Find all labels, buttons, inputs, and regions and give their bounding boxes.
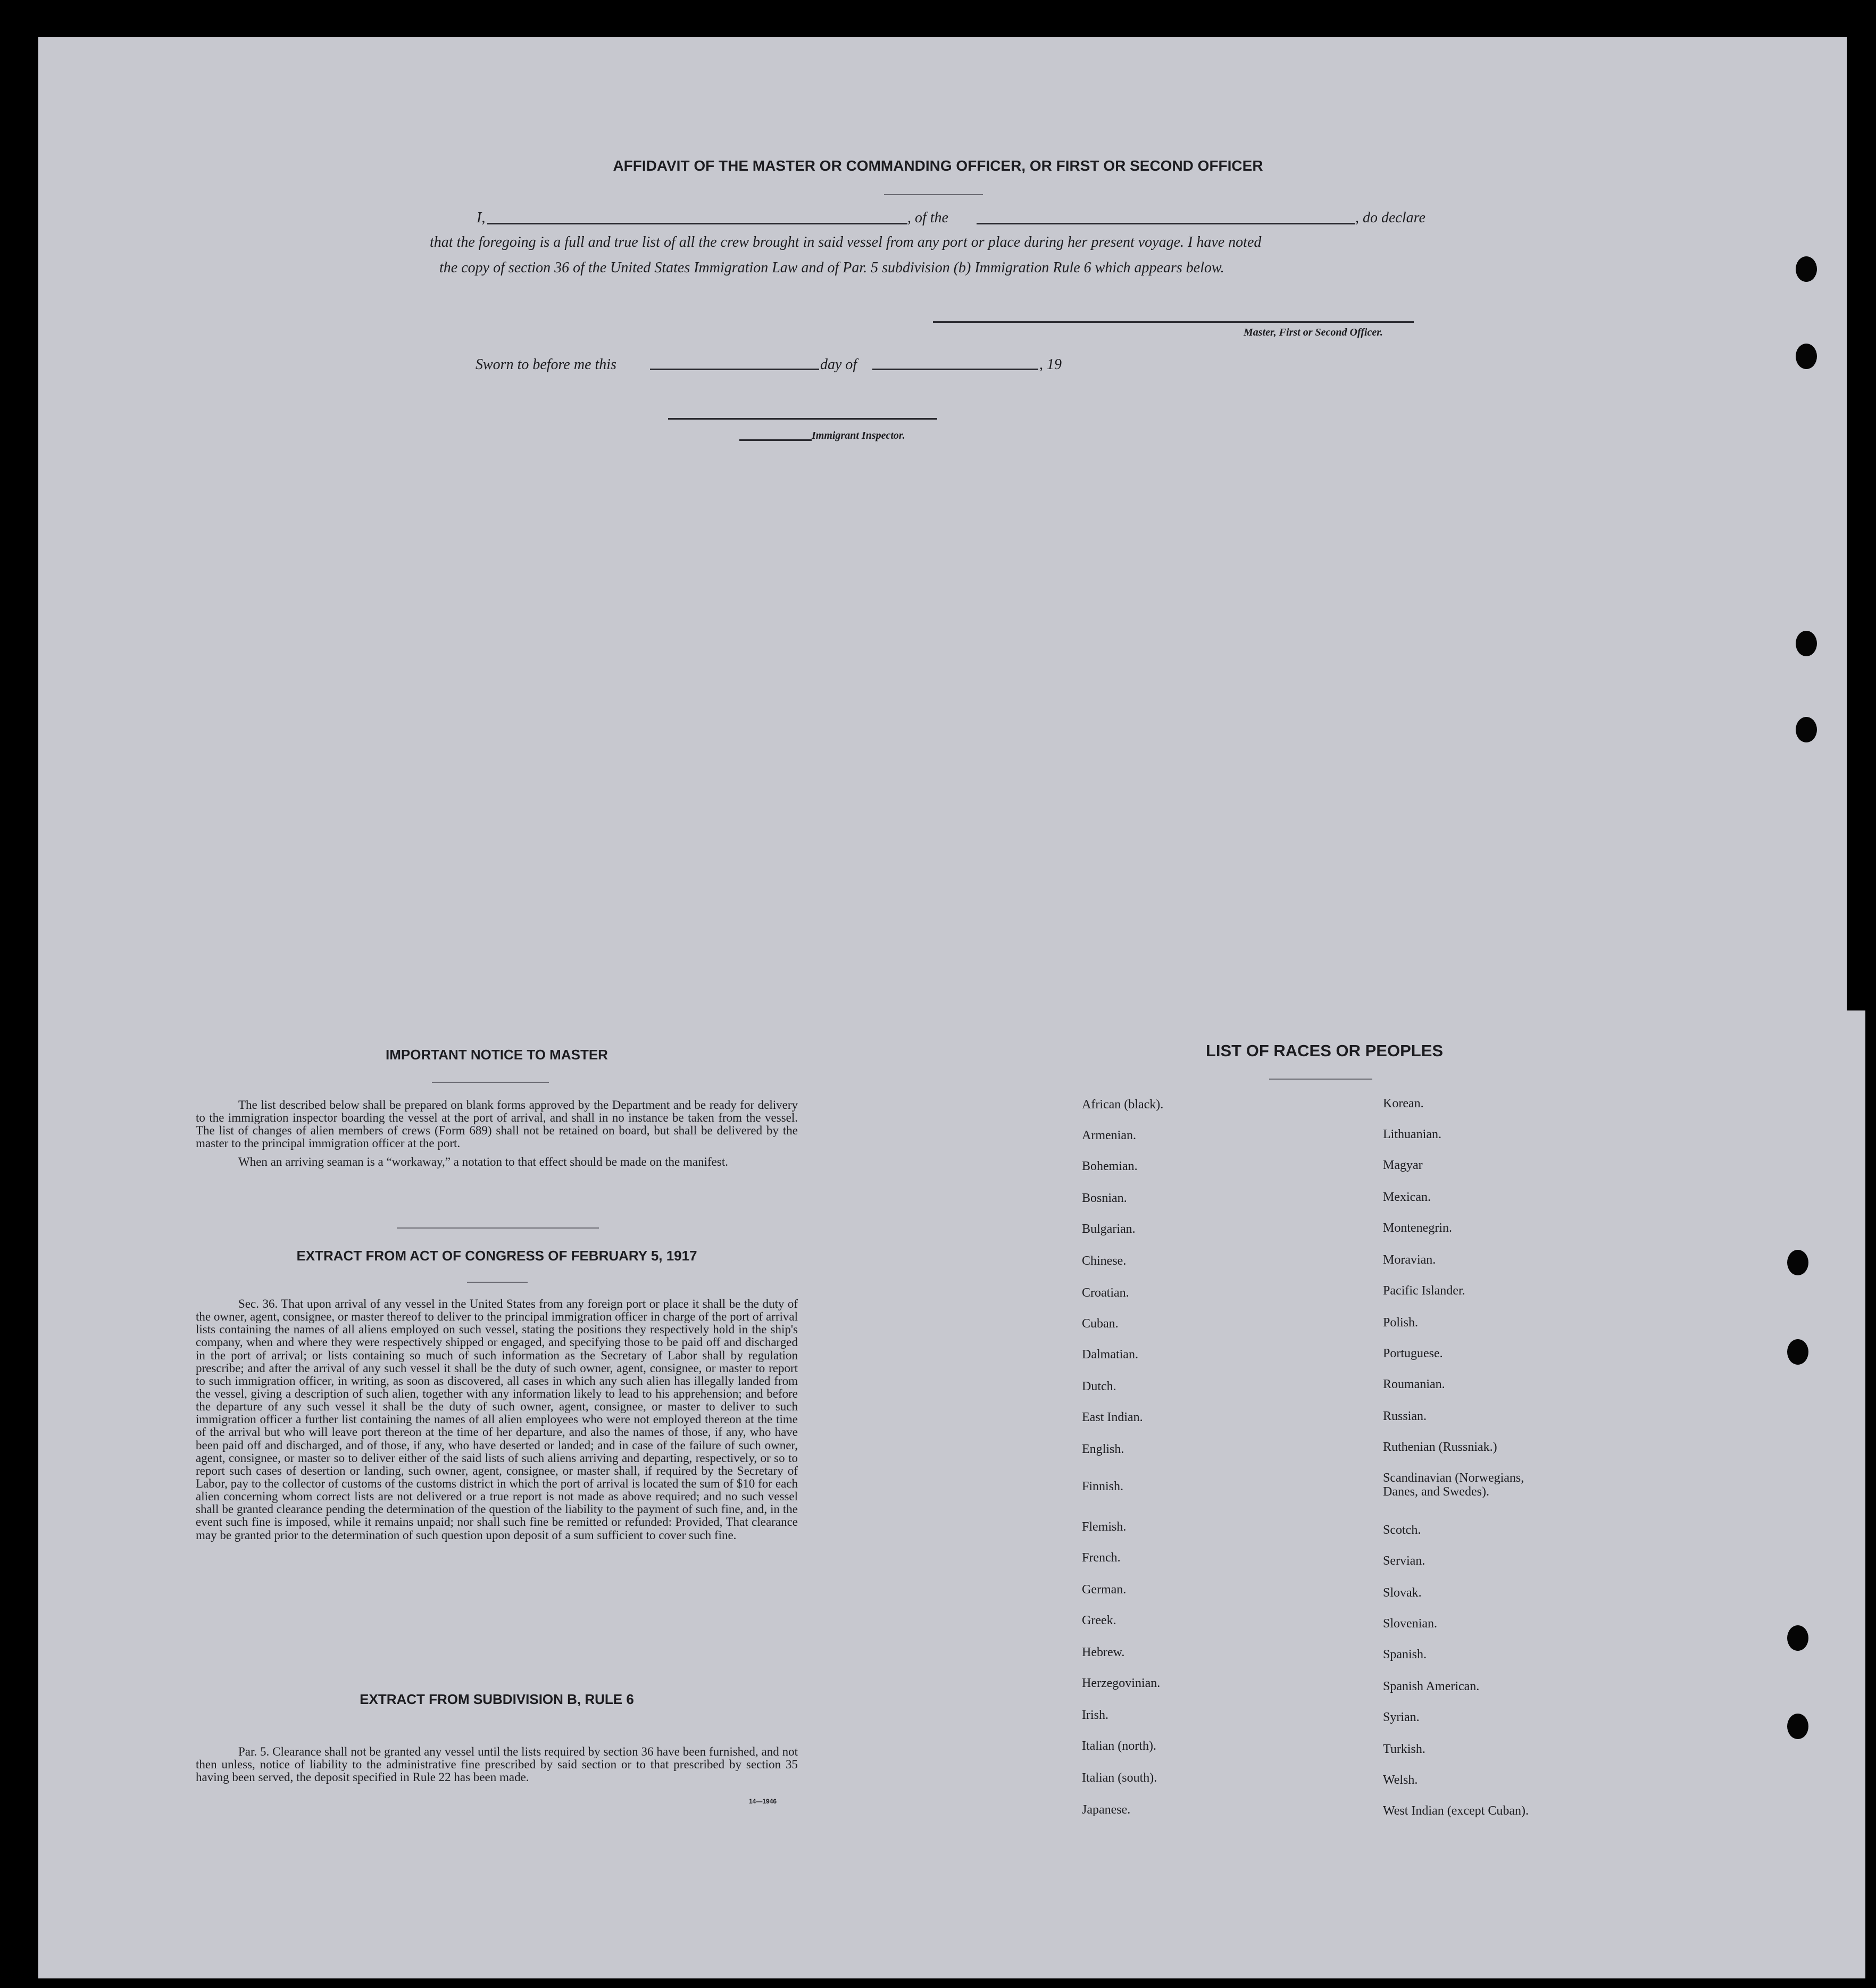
rule-extract-body [196,1745,798,1784]
race-item: Greek. [1082,1614,1116,1627]
document-page [38,37,1847,1978]
race-item: Slovenian. [1383,1617,1437,1631]
name-blank[interactable] [487,223,907,224]
page-edge [1839,1010,1865,1978]
race-item: Turkish. [1383,1742,1425,1756]
race-item: East Indian. [1082,1410,1143,1424]
race-item: Herzegovinian. [1082,1676,1161,1690]
affidavit-text: that the foregoing is a full and true list of all the crew brought in said vessel from any port or place during her present voyage. I have noted [430,234,1262,250]
race-item: French. [1082,1551,1121,1565]
binder-hole-icon [1787,1714,1808,1739]
divider [397,1227,599,1229]
races-title: LIST OF RACES OR PEOPLES [1205,1041,1444,1060]
race-item: Russian. [1383,1409,1427,1423]
day-blank[interactable] [650,369,819,370]
race-item: Japanese. [1082,1803,1131,1817]
binder-hole-icon [1796,717,1817,742]
affidavit-text: , do declare [1355,210,1425,226]
affidavit-text: , of the [907,210,948,226]
binder-hole-icon [1796,256,1817,282]
race-item: Montenegrin. [1383,1221,1452,1235]
race-item: Scotch. [1383,1523,1421,1537]
notice-paragraph: When an arriving seaman is a “workaway,” a notation to that effect should be made on the manifest. [238,1155,728,1168]
race-item: Italian (south). [1082,1771,1157,1785]
race-item: Bohemian. [1082,1159,1138,1173]
inspector-blank[interactable] [739,439,812,441]
race-item: Irish. [1082,1708,1108,1722]
affidavit-text: I, [477,210,486,226]
binder-hole-icon [1787,1250,1808,1275]
divider [1269,1079,1372,1080]
notice-paragraph: The list described below shall be prepared on blank forms approved by the Department and be ready for delivery to the immigration inspector boarding the vessel at the port of arrival, and shall in no instance be taken from the vessel. The list of changes of alien members of crews (Form 689) shall not be retained on board, but shall be delivered by the master to the principal immigration officer at the port. [196,1098,798,1150]
rule-extract-title: EXTRACT FROM SUBDIVISION B, RULE 6 [360,1691,634,1707]
race-item: West Indian (except Cuban). [1383,1804,1529,1818]
act-extract-title: EXTRACT FROM ACT OF CONGRESS OF FEBRUARY 5, 1917 [296,1248,697,1264]
race-item: Pacific Islander. [1383,1284,1465,1298]
divider [467,1282,528,1283]
race-item: Welsh. [1383,1773,1418,1787]
rule-extract-text: Par. 5. Clearance shall not be granted any vessel until the lists required by section 36 have been furnished, and not then unless, notice of liability to the administrative fine prescribed by said section or to that prescribed by section 35 having been served, the deposit specified in Rule 22 has been made. [196,1745,798,1784]
race-item: Croatian. [1082,1286,1129,1300]
divider [884,194,983,195]
binder-hole-icon [1787,1339,1808,1365]
race-item: Ruthenian (Russniak.) [1383,1440,1497,1454]
race-item: Roumanian. [1383,1377,1445,1391]
race-item: Dutch. [1082,1380,1116,1393]
race-item: Cuban. [1082,1317,1119,1331]
race-item: African (black). [1082,1098,1164,1112]
race-item: Polish. [1383,1316,1419,1330]
binder-hole-icon [1796,631,1817,656]
race-item: Moravian. [1383,1253,1436,1267]
race-item: Spanish American. [1383,1680,1480,1693]
sworn-text: , 19 [1039,356,1062,373]
race-item: Hebrew. [1082,1645,1125,1659]
race-item: Lithuanian. [1383,1127,1441,1141]
signature-line[interactable] [933,321,1414,323]
race-item: Dalmatian. [1082,1348,1138,1361]
notice-title: IMPORTANT NOTICE TO MASTER [386,1047,608,1063]
signature-label: Master, First or Second Officer. [1244,327,1383,338]
sworn-text: day of [820,356,857,373]
act-extract-body [196,1298,798,1542]
sworn-text: Sworn to before me this [476,356,616,373]
race-item: Finnish. [1082,1480,1124,1493]
vessel-blank[interactable] [977,223,1355,224]
race-item: English. [1082,1442,1124,1456]
notice-body [196,1099,798,1168]
race-item: Magyar [1383,1158,1423,1172]
race-item: Portuguese. [1383,1347,1443,1360]
race-item: Bosnian. [1082,1191,1127,1205]
race-item: Mexican. [1383,1190,1431,1204]
race-item: Syrian. [1383,1710,1420,1724]
divider [432,1082,549,1083]
race-item: Italian (north). [1082,1739,1156,1753]
race-item: Armenian. [1082,1129,1136,1142]
race-item: Korean. [1383,1097,1424,1110]
race-item: Flemish. [1082,1520,1127,1534]
inspector-signature-line[interactable] [668,418,937,420]
race-item: Servian. [1383,1554,1425,1568]
affidavit-text: the copy of section 36 of the United States Immigration Law and of Par. 5 subdivision (b) Immigration Rule 6 which appears below. [439,260,1224,276]
binder-hole-icon [1796,344,1817,369]
affidavit-title: AFFIDAVIT OF THE MASTER OR COMMANDING OFFICER, OR FIRST OR SECOND OFFICER [613,157,1263,174]
act-extract-text: Sec. 36. That upon arrival of any vessel in the United States from any foreign port or place it shall be the duty of the owner, agent, consignee, or master thereof to deliver to the principal immigration officer in charge of the port of arrival lists containing the names of all aliens employed on such vessel, stating the positions they respectively hold in the ship's company, when and where they were respectively shipped or engaged, and specifying those to be paid off and discharged in the port of arrival; or lists containing so much of such information as the Secretary of Labor shall by regulation prescribe; and after the arrival of any such vessel it shall be the duty of such owner, agent, consignee, or master to report to such immigration officer, in writing, as soon as discovered, all cases in which any such alien has illegally landed from the vessel, giving a description of such alien, together with any information likely to lead to his apprehension; and before the departure of any such vessel it shall be the duty of such owner, agent, consignee, or master to deliver to such immigration officer a further list containing the names of all alien employees who were not employed thereon at the time of the arrival but who will leave port thereon at the time of her departure, and also the names of those, if any, who have been paid off and discharged, and of those, if any, who have deserted or landed; and in case of the failure of such owner, agent, consignee, or master so to deliver either of the said lists of such aliens arriving and departing, respectively, or so to report such cases of desertion or landing, such owner, agent, consignee, or master shall, if required by the Secretary of Labor, pay to the collector of customs of the customs district in which the port of arrival is located the sum of $10 for each alien concerning whom correct lists are not delivered or a true report is not made as above required; and no such vessel shall be granted clearance pending the determination of the question of the liability to the payment of such fine, and, in the event such fine is imposed, while it remains unpaid; nor shall such fine be remitted or refunded: Provided, That clearance may be granted prior to the determination of such question upon deposit of a sum sufficient to cover such fine. [196,1297,798,1542]
inspector-label: Immigrant Inspector. [812,430,905,441]
race-item: Chinese. [1082,1254,1127,1268]
binder-hole-icon [1787,1625,1808,1651]
race-item: Bulgarian. [1082,1222,1136,1236]
month-blank[interactable] [872,369,1038,370]
race-item: Scandinavian (Norwegians, Danes, and Swedes). [1383,1471,1524,1499]
race-item: Spanish. [1383,1648,1427,1661]
race-item: Slovak. [1383,1586,1422,1600]
race-item: German. [1082,1583,1127,1597]
form-number: 14—1946 [749,1798,777,1805]
